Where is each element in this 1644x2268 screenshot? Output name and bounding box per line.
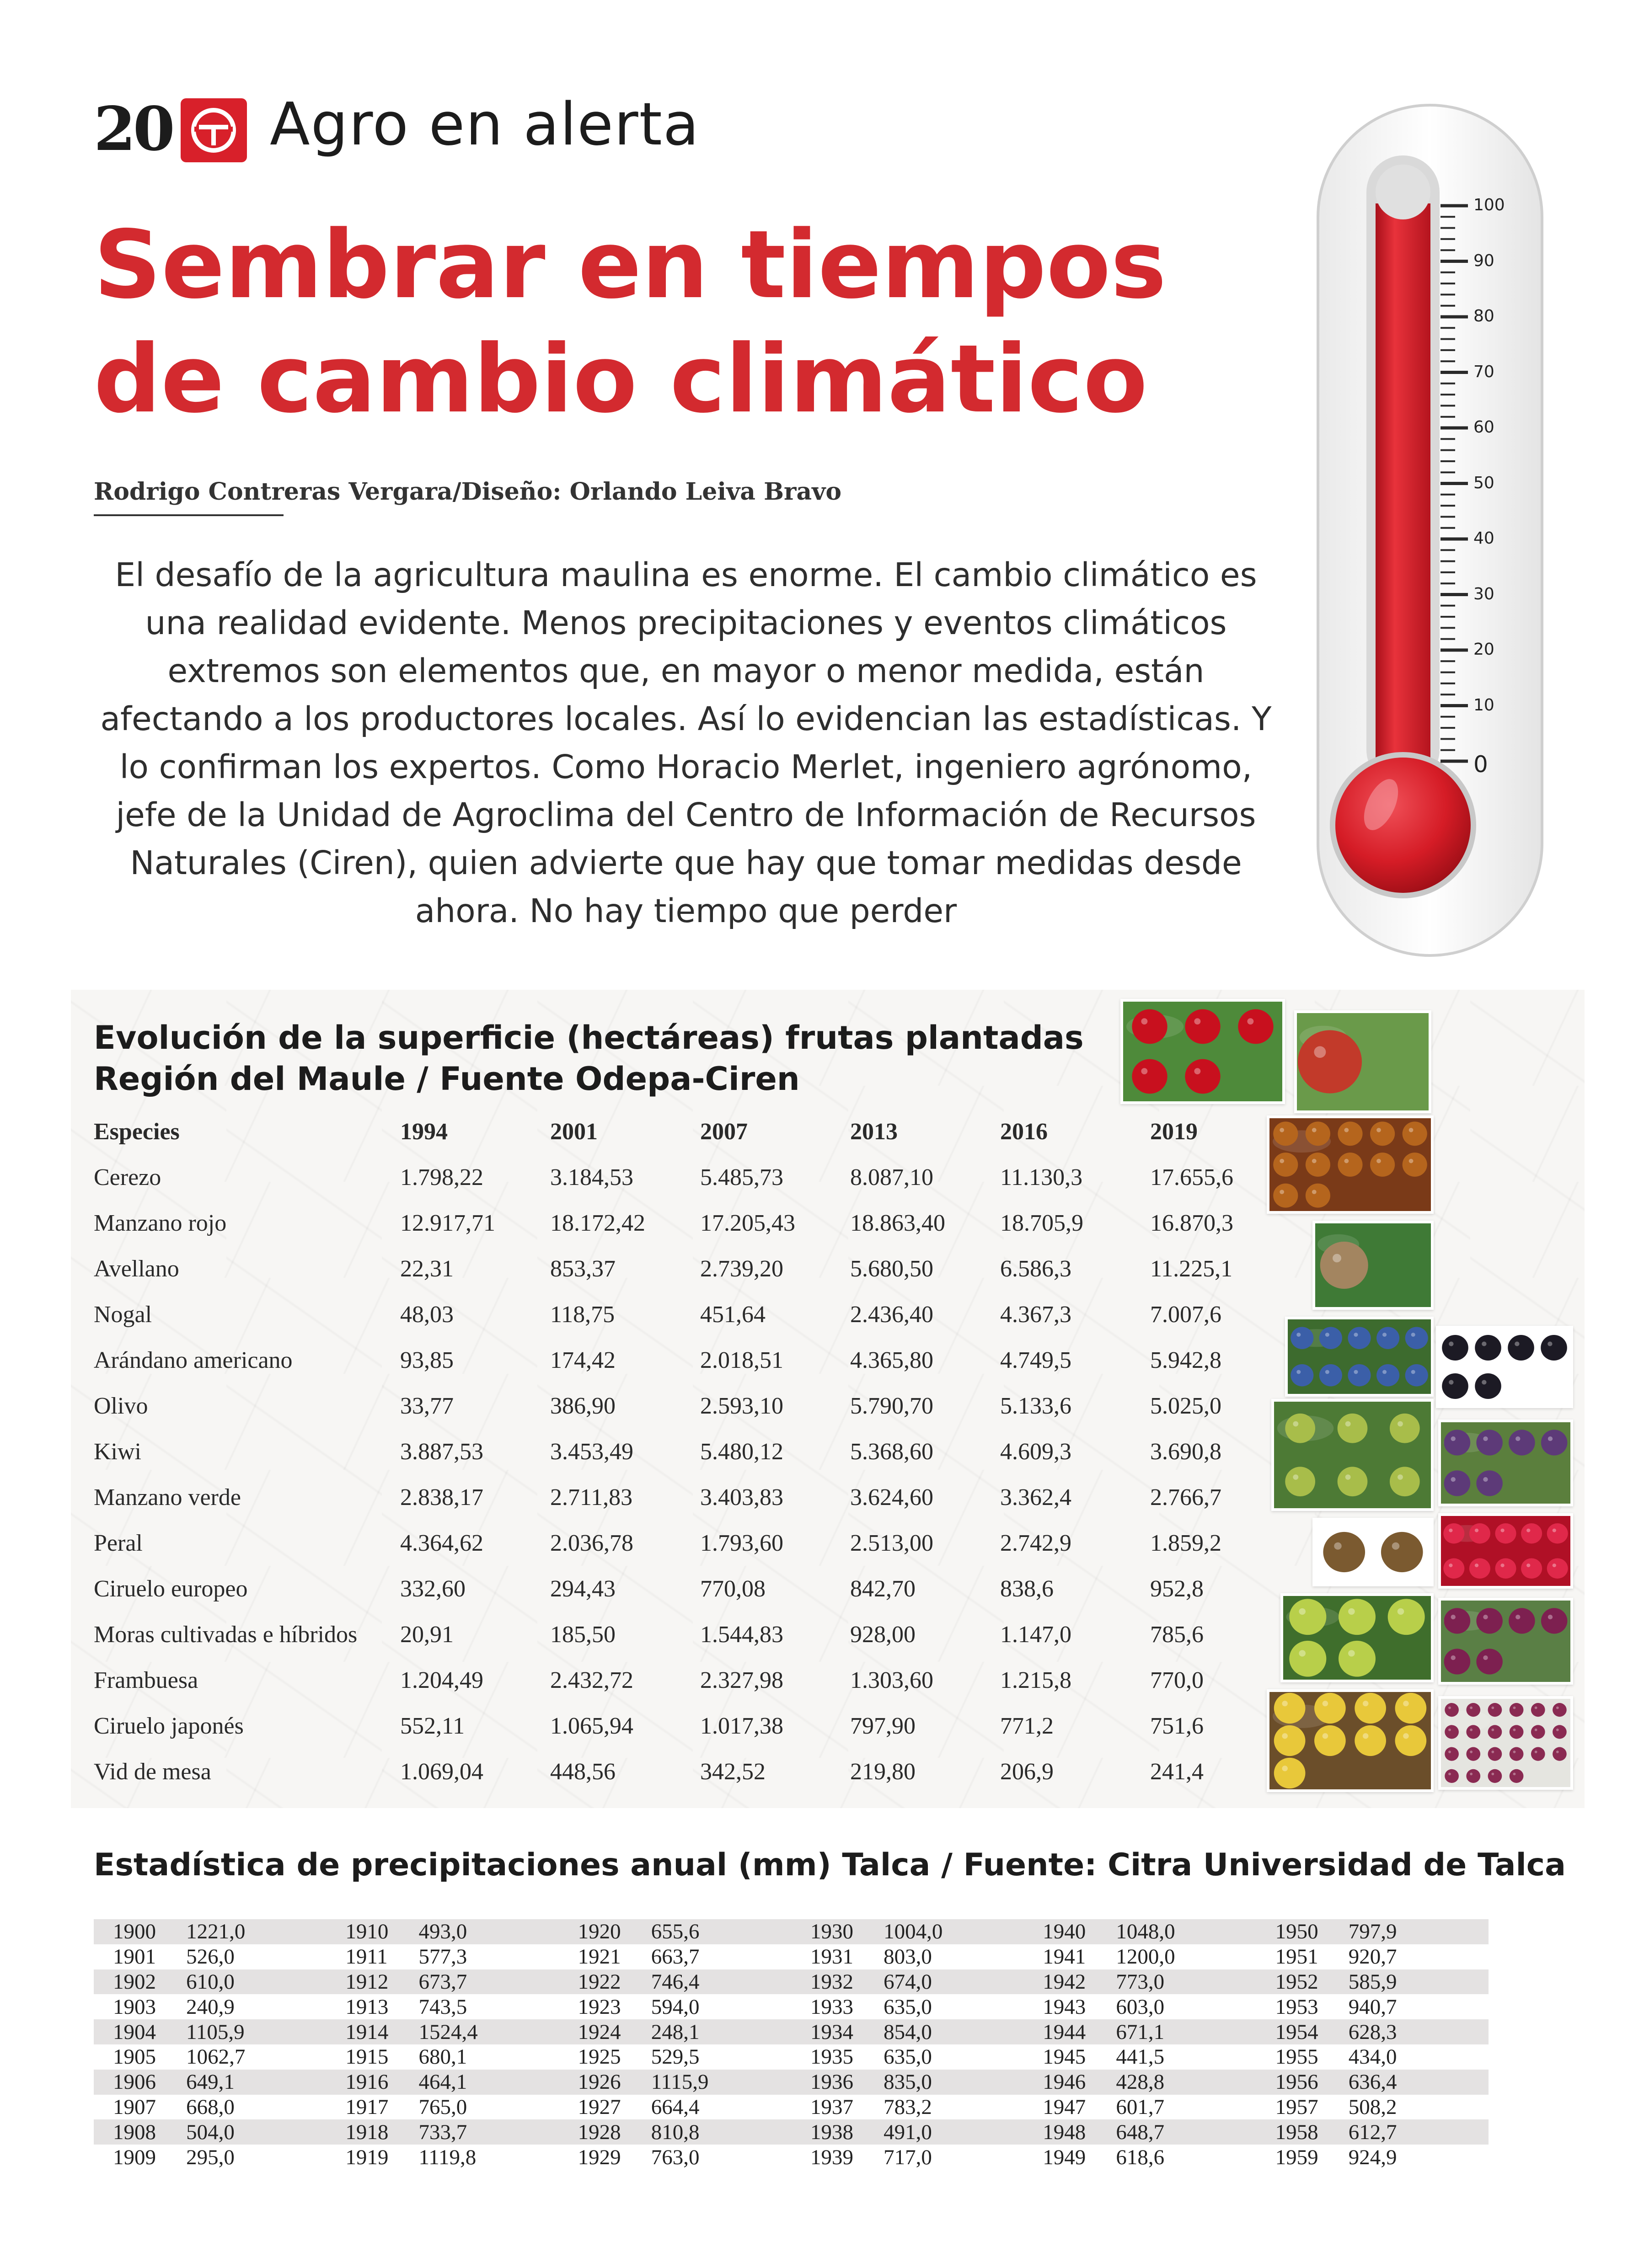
species-cell: Ciruelo japonés	[94, 1713, 244, 1739]
rainfall-cell: 635,0	[884, 2045, 932, 2069]
column-header-species: Especies	[94, 1118, 180, 1145]
species-cell: Frambuesa	[94, 1667, 198, 1693]
year-cell: 1941	[1043, 1945, 1086, 1969]
year-cell: 1921	[578, 1945, 621, 1969]
table-row	[94, 1566, 1300, 1612]
area-cell: 2.838,17	[400, 1484, 483, 1510]
rainfall-cell: 601,7	[1116, 2095, 1165, 2119]
year-cell: 1919	[345, 2145, 389, 2169]
table-row	[94, 1969, 1489, 1995]
photo-japanese-plums	[1438, 1598, 1573, 1685]
rainfall-cell: 635,0	[884, 1995, 932, 2019]
table-row	[94, 1154, 1300, 1200]
year-cell: 1951	[1275, 1945, 1318, 1969]
species-cell: Kiwi	[94, 1438, 141, 1465]
table-row	[94, 1474, 1300, 1520]
area-cell: 11.225,1	[1150, 1255, 1233, 1282]
area-cell: 1.793,60	[700, 1530, 783, 1556]
year-cell: 1909	[113, 2145, 156, 2169]
year-cell: 1935	[810, 2045, 853, 2069]
year-cell: 1911	[345, 1945, 388, 1969]
year-cell: 1953	[1275, 1995, 1318, 2019]
year-cell: 1910	[326, 1919, 418, 1944]
photo-walnut	[1312, 1221, 1434, 1310]
rainfall-cell: 668,0	[186, 2095, 235, 2119]
photo-green-apples	[1280, 1593, 1434, 1682]
area-cell: 1.204,49	[400, 1667, 483, 1693]
area-cell: 5.942,8	[1150, 1347, 1221, 1373]
species-cell: Avellano	[94, 1255, 179, 1282]
section-name: Agro en alerta	[270, 91, 700, 159]
species-cell: Manzano rojo	[94, 1210, 227, 1236]
rainfall-cell: 920,7	[1348, 1945, 1397, 1969]
area-cell: 118,75	[550, 1301, 615, 1328]
thermometer-scale-label: 70	[1473, 362, 1494, 381]
rainfall-cell: 924,9	[1348, 2145, 1397, 2169]
species-cell: Manzano verde	[94, 1484, 241, 1510]
rainfall-cell: 663,7	[651, 1945, 700, 1969]
area-cell: 842,70	[850, 1575, 916, 1602]
rainfall-cell: 717,0	[884, 2145, 932, 2169]
rainfall-cell: 434,0	[1348, 2045, 1397, 2069]
year-cell: 1915	[345, 2045, 389, 2069]
year-cell: 1931	[810, 1945, 853, 1969]
year-cell: 1914	[326, 2019, 418, 2044]
rainfall-cell: 295,0	[186, 2145, 235, 2169]
area-cell: 3.362,4	[1000, 1484, 1071, 1510]
table-row	[94, 1919, 1489, 1944]
year-cell: 1945	[1043, 2045, 1086, 2069]
year-cell: 1926	[559, 2070, 651, 2095]
rainfall-cell: 655,6	[651, 1919, 791, 1944]
rainfall-cell: 810,8	[651, 2119, 791, 2145]
area-cell: 4.365,80	[850, 1347, 933, 1373]
area-cell: 16.870,3	[1150, 1210, 1233, 1236]
year-cell: 1947	[1043, 2095, 1086, 2119]
year-cell: 1901	[113, 1945, 156, 1969]
table-row	[94, 1657, 1300, 1703]
year-cell: 1907	[113, 2095, 156, 2119]
photo-olives	[1271, 1399, 1434, 1511]
area-cell: 185,50	[550, 1621, 616, 1648]
species-cell: Vid de mesa	[94, 1758, 211, 1785]
area-cell: 4.364,62	[400, 1530, 483, 1556]
area-cell: 5.368,60	[850, 1438, 933, 1465]
area-cell: 2.018,51	[700, 1347, 783, 1373]
year-cell: 1958	[1256, 2119, 1349, 2145]
thermometer-scale-label: 50	[1473, 473, 1494, 492]
rainfall-cell: 610,0	[186, 1969, 326, 1995]
column-header-year: 2013	[850, 1118, 898, 1145]
area-cell: 2.327,98	[700, 1667, 783, 1693]
thermometer-scale-label: 80	[1473, 307, 1494, 326]
rainfall-cell: 1221,0	[186, 1919, 326, 1944]
table-row	[94, 2119, 1489, 2145]
rainfall-cell: 428,8	[1116, 2070, 1256, 2095]
year-cell: 1925	[578, 2045, 621, 2069]
area-cell: 241,4	[1150, 1758, 1204, 1785]
year-cell: 1903	[113, 1995, 156, 2019]
area-cell: 7.007,6	[1150, 1301, 1221, 1328]
area-cell: 17.655,6	[1150, 1164, 1233, 1190]
rainfall-cell: 940,7	[1348, 1995, 1397, 2019]
year-cell: 1928	[559, 2119, 651, 2145]
area-cell: 838,6	[1000, 1575, 1054, 1602]
year-cell: 1912	[326, 1969, 418, 1995]
area-cell: 1.147,0	[1000, 1621, 1071, 1648]
rainfall-cell: 765,0	[418, 2095, 467, 2119]
year-cell: 1905	[113, 2045, 156, 2069]
area-cell: 18.172,42	[550, 1210, 645, 1236]
area-cell: 4.749,5	[1000, 1347, 1071, 1373]
area-cell: 770,0	[1150, 1667, 1204, 1693]
year-cell: 1939	[810, 2145, 853, 2169]
species-cell: Peral	[94, 1530, 143, 1556]
rainfall-cell: 1119,8	[418, 2145, 477, 2169]
year-cell: 1949	[1043, 2145, 1086, 2169]
thermometer-scale-label: 90	[1473, 251, 1494, 270]
rainfall-cell: 674,0	[884, 1969, 1023, 1995]
species-cell: Moras cultivadas e híbridos	[94, 1621, 358, 1648]
area-cell: 2.766,7	[1150, 1484, 1221, 1510]
year-cell: 1936	[791, 2070, 884, 2095]
thermometer-illustration	[1312, 101, 1550, 960]
rainfall-cell: 783,2	[884, 2095, 932, 2119]
year-cell: 1930	[791, 1919, 884, 1944]
year-cell: 1933	[810, 1995, 853, 2019]
photo-blueberries	[1285, 1317, 1434, 1397]
photo-blackberries	[1436, 1326, 1573, 1408]
year-cell: 1902	[94, 1969, 186, 1995]
year-cell: 1927	[578, 2095, 621, 2119]
column-header-year: 2007	[700, 1118, 748, 1145]
area-cell: 797,90	[850, 1713, 916, 1739]
table-row	[94, 1520, 1300, 1566]
area-cell: 2.711,83	[550, 1484, 633, 1510]
year-cell: 1950	[1256, 1919, 1349, 1944]
year-cell: 1942	[1023, 1969, 1116, 1995]
photo-hazelnuts	[1267, 1115, 1434, 1214]
column-header-year: 2019	[1150, 1118, 1198, 1145]
area-cell: 342,52	[700, 1758, 766, 1785]
area-cell: 1.069,04	[400, 1758, 483, 1785]
year-cell: 1932	[791, 1969, 884, 1995]
rainfall-cell: 763,0	[651, 2145, 700, 2169]
rainfall-cell: 649,1	[186, 2070, 326, 2095]
rainfall-cell: 1004,0	[884, 1919, 1023, 1944]
area-cell: 785,6	[1150, 1621, 1204, 1648]
table-header-row	[94, 1109, 1300, 1154]
photo-raspberries	[1438, 1513, 1573, 1589]
year-cell: 1946	[1023, 2070, 1116, 2095]
area-cell: 17.205,43	[700, 1210, 795, 1236]
byline-rule	[94, 514, 284, 516]
year-cell: 1917	[345, 2095, 389, 2119]
area-cell: 18.705,9	[1000, 1210, 1083, 1236]
area-cell: 206,9	[1000, 1758, 1054, 1785]
rainfall-cell: 733,7	[418, 2119, 558, 2145]
year-cell: 1922	[559, 1969, 651, 1995]
area-cell: 751,6	[1150, 1713, 1204, 1739]
rainfall-cell: 1062,7	[186, 2045, 246, 2069]
fruit-area-table	[94, 1109, 1300, 1794]
area-cell: 1.017,38	[700, 1713, 783, 1739]
rainfall-cell: 648,7	[1116, 2119, 1256, 2145]
table-row	[94, 2145, 1489, 2170]
rainfall-cell: 636,4	[1349, 2070, 1489, 2095]
area-cell: 770,08	[700, 1575, 766, 1602]
area-cell: 771,2	[1000, 1713, 1054, 1739]
rainfall-cell: 1524,4	[418, 2019, 558, 2044]
year-cell: 1952	[1256, 1969, 1349, 1995]
fruit-title-line-2: Región del Maule / Fuente Odepa-Ciren	[94, 1060, 800, 1098]
rainfall-cell: 612,7	[1349, 2119, 1489, 2145]
rainfall-cell: 464,1	[418, 2070, 558, 2095]
area-cell: 2.036,78	[550, 1530, 633, 1556]
thermometer-scale-label: 30	[1473, 584, 1494, 603]
year-cell: 1900	[94, 1919, 186, 1944]
photo-grapes	[1438, 1696, 1573, 1790]
table-row	[94, 1383, 1300, 1429]
year-cell: 1934	[791, 2019, 884, 2044]
year-cell: 1929	[578, 2145, 621, 2169]
rainfall-cell: 1115,9	[651, 2070, 791, 2095]
rainfall-cell: 441,5	[1116, 2045, 1165, 2069]
rainfall-cell: 835,0	[884, 2070, 1023, 2095]
year-cell: 1956	[1256, 2070, 1349, 2095]
area-cell: 1.859,2	[1150, 1530, 1221, 1556]
year-cell: 1918	[326, 2119, 418, 2145]
rainfall-cell: 526,0	[186, 1945, 235, 1969]
table-row	[94, 1337, 1300, 1383]
area-cell: 5.025,0	[1150, 1393, 1221, 1419]
area-cell: 1.544,83	[700, 1621, 783, 1648]
year-cell: 1908	[94, 2119, 186, 2145]
table-row	[94, 2095, 1489, 2120]
rainfall-cell: 854,0	[884, 2019, 1023, 2044]
rainfall-cell: 508,2	[1348, 2095, 1397, 2119]
rainfall-cell: 603,0	[1116, 1995, 1165, 2019]
rainfall-cell: 797,9	[1349, 1919, 1489, 1944]
area-cell: 174,42	[550, 1347, 616, 1373]
area-cell: 3.403,83	[700, 1484, 783, 1510]
area-cell: 4.367,3	[1000, 1301, 1071, 1328]
rainfall-cell: 671,1	[1116, 2019, 1256, 2044]
area-cell: 332,60	[400, 1575, 466, 1602]
species-cell: Arándano americano	[94, 1347, 293, 1373]
column-header-year: 2016	[1000, 1118, 1048, 1145]
rainfall-cell: 594,0	[651, 1995, 700, 2019]
column-header-year: 2001	[550, 1118, 598, 1145]
area-cell: 219,80	[850, 1758, 916, 1785]
fruit-title-line-1: Evolución de la superficie (hectáreas) frutas plantadas	[94, 1019, 1084, 1057]
area-cell: 451,64	[700, 1301, 766, 1328]
headline-line-2: de cambio climático	[94, 325, 1148, 434]
area-cell: 2.742,9	[1000, 1530, 1071, 1556]
area-cell: 5.680,50	[850, 1255, 933, 1282]
rainfall-cell: 248,1	[651, 2019, 791, 2044]
area-cell: 1.303,60	[850, 1667, 933, 1693]
rain-table-title: Estadística de precipitaciones anual (mm) Talca / Fuente: Citra Universidad de Talca	[94, 1847, 1566, 1883]
lead-paragraph: El desafío de la agricultura maulina es enorme. El cambio climático es una realidad evidente. Menos precipitaciones y eventos climáticos extremos son elementos que, en mayor o menor medida, están afectando a los productores locales. Así lo evidencian las estadísticas. Y lo confirman los expertos. Como Horacio Merlet, ingeniero agrónomo, jefe de la Unidad de Agroclima del Centro de Información de Recursos Naturales (Ciren), quien advierte que hay que tomar medidas desde ahora. No hay tiempo que perder	[100, 556, 1272, 930]
area-cell: 2.739,20	[700, 1255, 783, 1282]
rainfall-cell: 577,3	[418, 1945, 467, 1969]
rainfall-cell: 803,0	[884, 1945, 932, 1969]
year-cell: 1940	[1023, 1919, 1116, 1944]
rainfall-cell: 664,4	[651, 2095, 700, 2119]
fruit-table-title	[94, 1017, 1084, 1099]
table-row	[94, 2070, 1489, 2095]
area-cell: 20,91	[400, 1621, 454, 1648]
year-cell: 1937	[810, 2095, 853, 2119]
rain-table	[94, 1919, 1489, 2170]
rainfall-cell: 1200,0	[1116, 1945, 1175, 1969]
species-cell: Olivo	[94, 1393, 148, 1419]
rainfall-cell: 628,3	[1349, 2019, 1489, 2044]
thermometer-scale-label: 40	[1473, 529, 1494, 548]
year-cell: 1904	[94, 2019, 186, 2044]
rainfall-cell: 493,0	[418, 1919, 558, 1944]
area-cell: 2.593,10	[700, 1393, 783, 1419]
area-cell: 3.887,53	[400, 1438, 483, 1465]
rainfall-cell: 1105,9	[186, 2019, 326, 2044]
area-cell: 386,90	[550, 1393, 616, 1419]
photo-kiwi	[1312, 1518, 1434, 1586]
area-cell: 3.690,8	[1150, 1438, 1221, 1465]
thermometer-scale-label: 60	[1473, 418, 1494, 437]
year-cell: 1948	[1023, 2119, 1116, 2145]
year-cell: 1955	[1275, 2045, 1318, 2069]
table-row	[94, 1612, 1300, 1657]
year-cell: 1916	[326, 2070, 418, 2095]
table-row	[94, 1246, 1300, 1291]
area-cell: 93,85	[400, 1347, 454, 1373]
rainfall-cell: 529,5	[651, 2045, 700, 2069]
area-cell: 294,43	[550, 1575, 616, 1602]
area-cell: 853,37	[550, 1255, 616, 1282]
byline: Rodrigo Contreras Vergara/Diseño: Orlando Leiva Bravo	[94, 478, 842, 506]
headline-line-1: Sembrar en tiempos	[94, 211, 1167, 320]
year-cell: 1924	[559, 2019, 651, 2044]
table-row	[94, 1703, 1300, 1749]
area-cell: 3.184,53	[550, 1164, 633, 1190]
year-cell: 1920	[559, 1919, 651, 1944]
year-cell: 1944	[1023, 2019, 1116, 2044]
rainfall-cell: 618,6	[1116, 2145, 1165, 2169]
table-row	[94, 1429, 1300, 1474]
area-cell: 2.513,00	[850, 1530, 933, 1556]
year-cell: 1954	[1256, 2019, 1349, 2044]
year-cell: 1938	[791, 2119, 884, 2145]
year-cell: 1957	[1275, 2095, 1318, 2119]
rainfall-cell: 680,1	[418, 2045, 467, 2069]
area-cell: 2.432,72	[550, 1667, 633, 1693]
rainfall-cell: 673,7	[418, 1969, 558, 1995]
rainfall-cell: 773,0	[1116, 1969, 1256, 1995]
headline	[94, 208, 1237, 437]
area-cell: 1.798,22	[400, 1164, 483, 1190]
area-cell: 5.133,6	[1000, 1393, 1071, 1419]
table-row	[94, 1291, 1300, 1337]
area-cell: 22,31	[400, 1255, 454, 1282]
year-cell: 1913	[345, 1995, 389, 2019]
year-cell: 1923	[578, 1995, 621, 2019]
area-cell: 6.586,3	[1000, 1255, 1071, 1282]
area-cell: 8.087,10	[850, 1164, 933, 1190]
area-cell: 1.065,94	[550, 1713, 633, 1739]
species-cell: Nogal	[94, 1301, 152, 1328]
species-cell: Ciruelo europeo	[94, 1575, 248, 1602]
photo-cherries	[1120, 999, 1285, 1104]
area-cell: 5.790,70	[850, 1393, 933, 1419]
area-cell: 1.215,8	[1000, 1667, 1071, 1693]
area-cell: 12.917,71	[400, 1210, 495, 1236]
rainfall-cell: 240,9	[186, 1995, 235, 2019]
rainfall-cell: 585,9	[1349, 1969, 1489, 1995]
dt-logo-icon	[181, 98, 247, 162]
table-row	[94, 1200, 1300, 1246]
table-row	[94, 1749, 1300, 1794]
table-row	[94, 2044, 1489, 2070]
area-cell: 448,56	[550, 1758, 616, 1785]
year-cell: 1943	[1043, 1995, 1086, 2019]
column-header-year: 1994	[400, 1118, 448, 1145]
area-cell: 3.624,60	[850, 1484, 933, 1510]
table-row	[94, 1944, 1489, 1969]
rainfall-cell: 743,5	[418, 1995, 467, 2019]
area-cell: 48,03	[400, 1301, 454, 1328]
area-cell: 928,00	[850, 1621, 916, 1648]
area-cell: 18.863,40	[850, 1210, 945, 1236]
rainfall-cell: 1048,0	[1116, 1919, 1256, 1944]
area-cell: 952,8	[1150, 1575, 1204, 1602]
area-cell: 5.480,12	[700, 1438, 783, 1465]
rainfall-cell: 746,4	[651, 1969, 791, 1995]
area-cell: 3.453,49	[550, 1438, 633, 1465]
table-row	[94, 2019, 1489, 2044]
thermometer-scale-label: 10	[1473, 695, 1494, 715]
photo-red-apple	[1294, 1010, 1431, 1113]
area-cell: 33,77	[400, 1393, 454, 1419]
rainfall-cell: 491,0	[884, 2119, 1023, 2145]
area-cell: 5.485,73	[700, 1164, 783, 1190]
photo-european-plums	[1438, 1420, 1573, 1506]
rainfall-cell: 504,0	[186, 2119, 326, 2145]
photo-pears	[1267, 1689, 1434, 1792]
area-cell: 552,11	[400, 1713, 465, 1739]
area-cell: 2.436,40	[850, 1301, 933, 1328]
year-cell: 1959	[1275, 2145, 1318, 2169]
species-cell: Cerezo	[94, 1164, 161, 1190]
area-cell: 11.130,3	[1000, 1164, 1083, 1190]
thermometer-scale-label: 0	[1473, 751, 1488, 778]
area-cell: 4.609,3	[1000, 1438, 1071, 1465]
page-number: 20	[94, 94, 172, 165]
thermometer-scale-label: 100	[1473, 196, 1505, 214]
year-cell: 1906	[94, 2070, 186, 2095]
table-row	[94, 1994, 1489, 2019]
thermometer-scale-label: 20	[1473, 640, 1494, 659]
